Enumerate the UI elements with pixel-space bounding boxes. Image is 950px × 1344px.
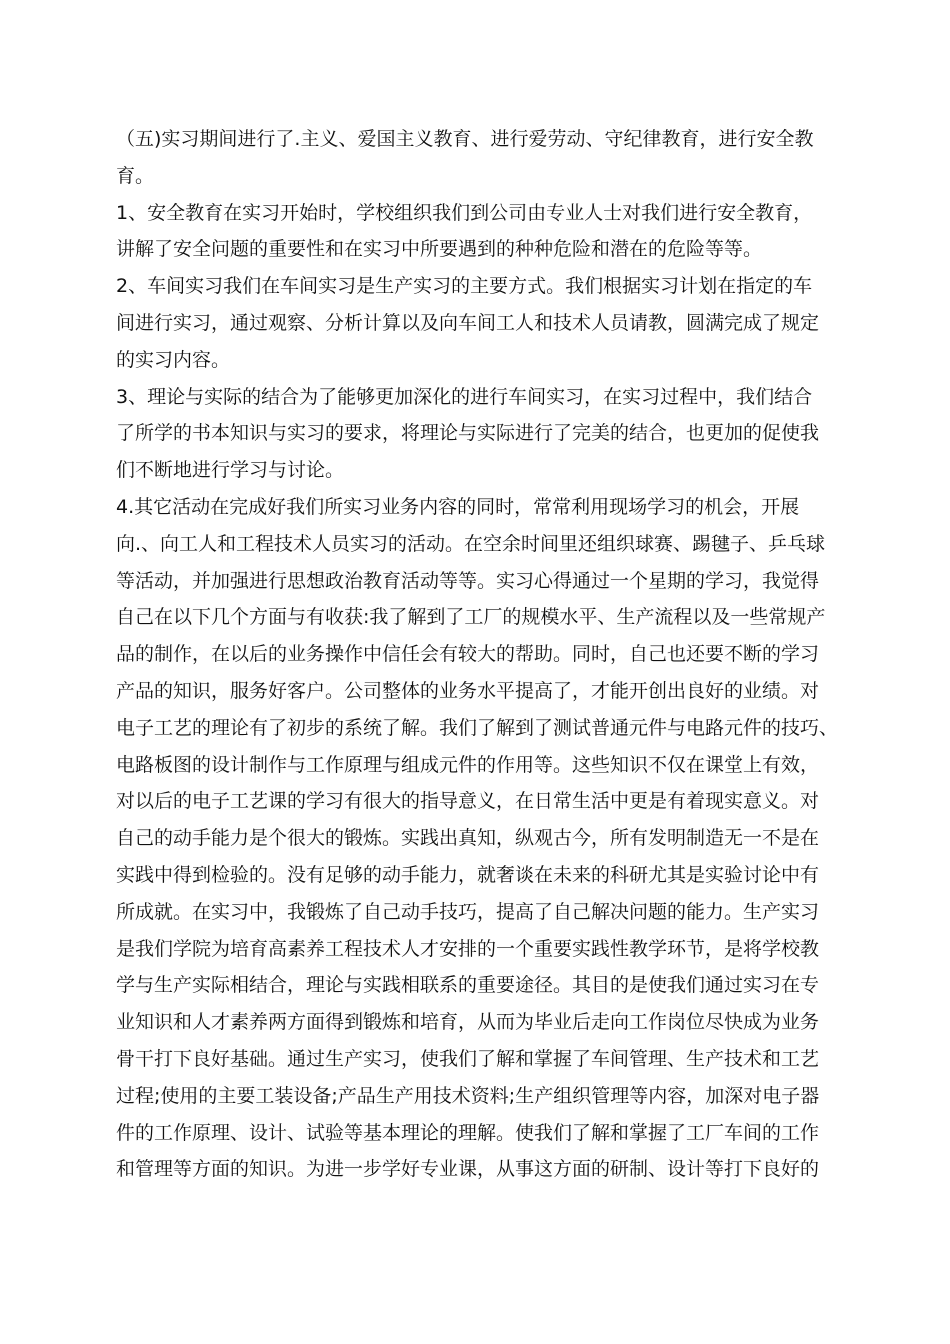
text-line: 等活动，并加强进行思想政治教育活动等等。实习心得通过一个星期的学习，我觉得	[116, 569, 820, 592]
text-line: 4.其它活动在完成好我们所实习业务内容的同时，常常利用现场学习的机会，开展	[116, 495, 800, 518]
text-line: 2、车间实习我们在车间实习是生产实习的主要方式。我们根据实习计划在指定的车	[116, 275, 813, 298]
text-line: 对以后的电子工艺课的学习有很大的指导意义，在日常生活中更是有着现实意义。对	[116, 790, 820, 813]
text-line: 自己在以下几个方面与有收获:我了解到了工厂的规模水平、生产流程以及一些常规产	[116, 606, 826, 629]
text-line: 件的工作原理、设计、试验等基本理论的理解。使我们了解和掌握了工厂车间的工作	[116, 1121, 820, 1144]
text-line: 1、安全教育在实习开始时，学校组织我们到公司由专业人士对我们进行安全教育，	[116, 201, 813, 224]
text-line: 所成就。在实习中，我锻炼了自己动手技巧，提高了自己解决问题的能力。生产实习	[116, 900, 820, 923]
text-line: 自己的动手能力是个很大的锻炼。实践出真知，纵观古今，所有发明制造无一不是在	[116, 827, 820, 850]
text-line: 实践中得到检验的。没有足够的动手能力，就奢谈在未来的科研尤其是实验讨论中有	[116, 863, 820, 886]
text-line: 和管理等方面的知识。为进一步学好专业课，从事这方面的研制、设计等打下良好的	[116, 1158, 820, 1181]
paragraph-other-activities	[116, 489, 842, 1188]
document-body	[116, 121, 842, 1188]
text-line: 品的制作，在以后的业务操作中信任会有较大的帮助。同时，自己也还要不断的学习	[116, 643, 820, 666]
paragraph-safety-education	[116, 195, 842, 269]
text-line: 电路板图的设计制作与工作原理与组成元件的作用等。这些知识不仅在课堂上有效，	[116, 753, 820, 776]
paragraph-workshop-practice	[116, 268, 842, 378]
text-line: 3、理论与实际的结合为了能够更加深化的进行车间实习，在实习过程中，我们结合	[116, 385, 813, 408]
text-line: 们不断地进行学习与讨论。	[116, 459, 345, 482]
text-line: 讲解了安全问题的重要性和在实习中所要遇到的种种危险和潜在的危险等等。	[116, 238, 763, 261]
text-line: 骨干打下良好基础。通过生产实习，使我们了解和掌握了车间管理、生产技术和工艺	[116, 1047, 820, 1070]
text-line: 的实习内容。	[116, 348, 231, 371]
text-line: 学与生产实际相结合，理论与实践相联系的重要途径。其目的是使我们通过实习在专	[116, 974, 820, 997]
text-line: 间进行实习，通过观察、分析计算以及向车间工人和技术人员请教，圆满完成了规定	[116, 311, 820, 334]
text-line: 电子工艺的理论有了初步的系统了解。我们了解到了测试普通元件与电路元件的技巧、	[116, 716, 839, 739]
paragraph-theory-practice	[116, 379, 842, 489]
paragraph-intro	[116, 121, 842, 195]
text-line: 产品的知识，服务好客户。公司整体的业务水平提高了，才能开创出良好的业绩。对	[116, 679, 820, 702]
text-line: 过程;使用的主要工装设备;产品生产用技术资料;生产组织管理等内容，加深对电子器	[116, 1084, 820, 1107]
text-line: 向.、向工人和工程技术人员实习的活动。在空余时间里还组织球赛、踢毽子、乒乓球	[116, 532, 826, 555]
text-line: （五)实习期间进行了.主义、爱国主义教育、进行爱劳动、守纪律教育，进行安全教	[116, 128, 814, 150]
text-line: 育。	[116, 164, 155, 187]
text-line: 是我们学院为培育高素养工程技术人才安排的一个重要实践性教学环节，是将学校教	[116, 937, 820, 960]
text-line: 业知识和人才素养两方面得到锻炼和培育，从而为毕业后走向工作岗位尽快成为业务	[116, 1011, 820, 1034]
text-line: 了所学的书本知识与实习的要求，将理论与实际进行了完美的结合，也更加的促使我	[116, 422, 820, 445]
